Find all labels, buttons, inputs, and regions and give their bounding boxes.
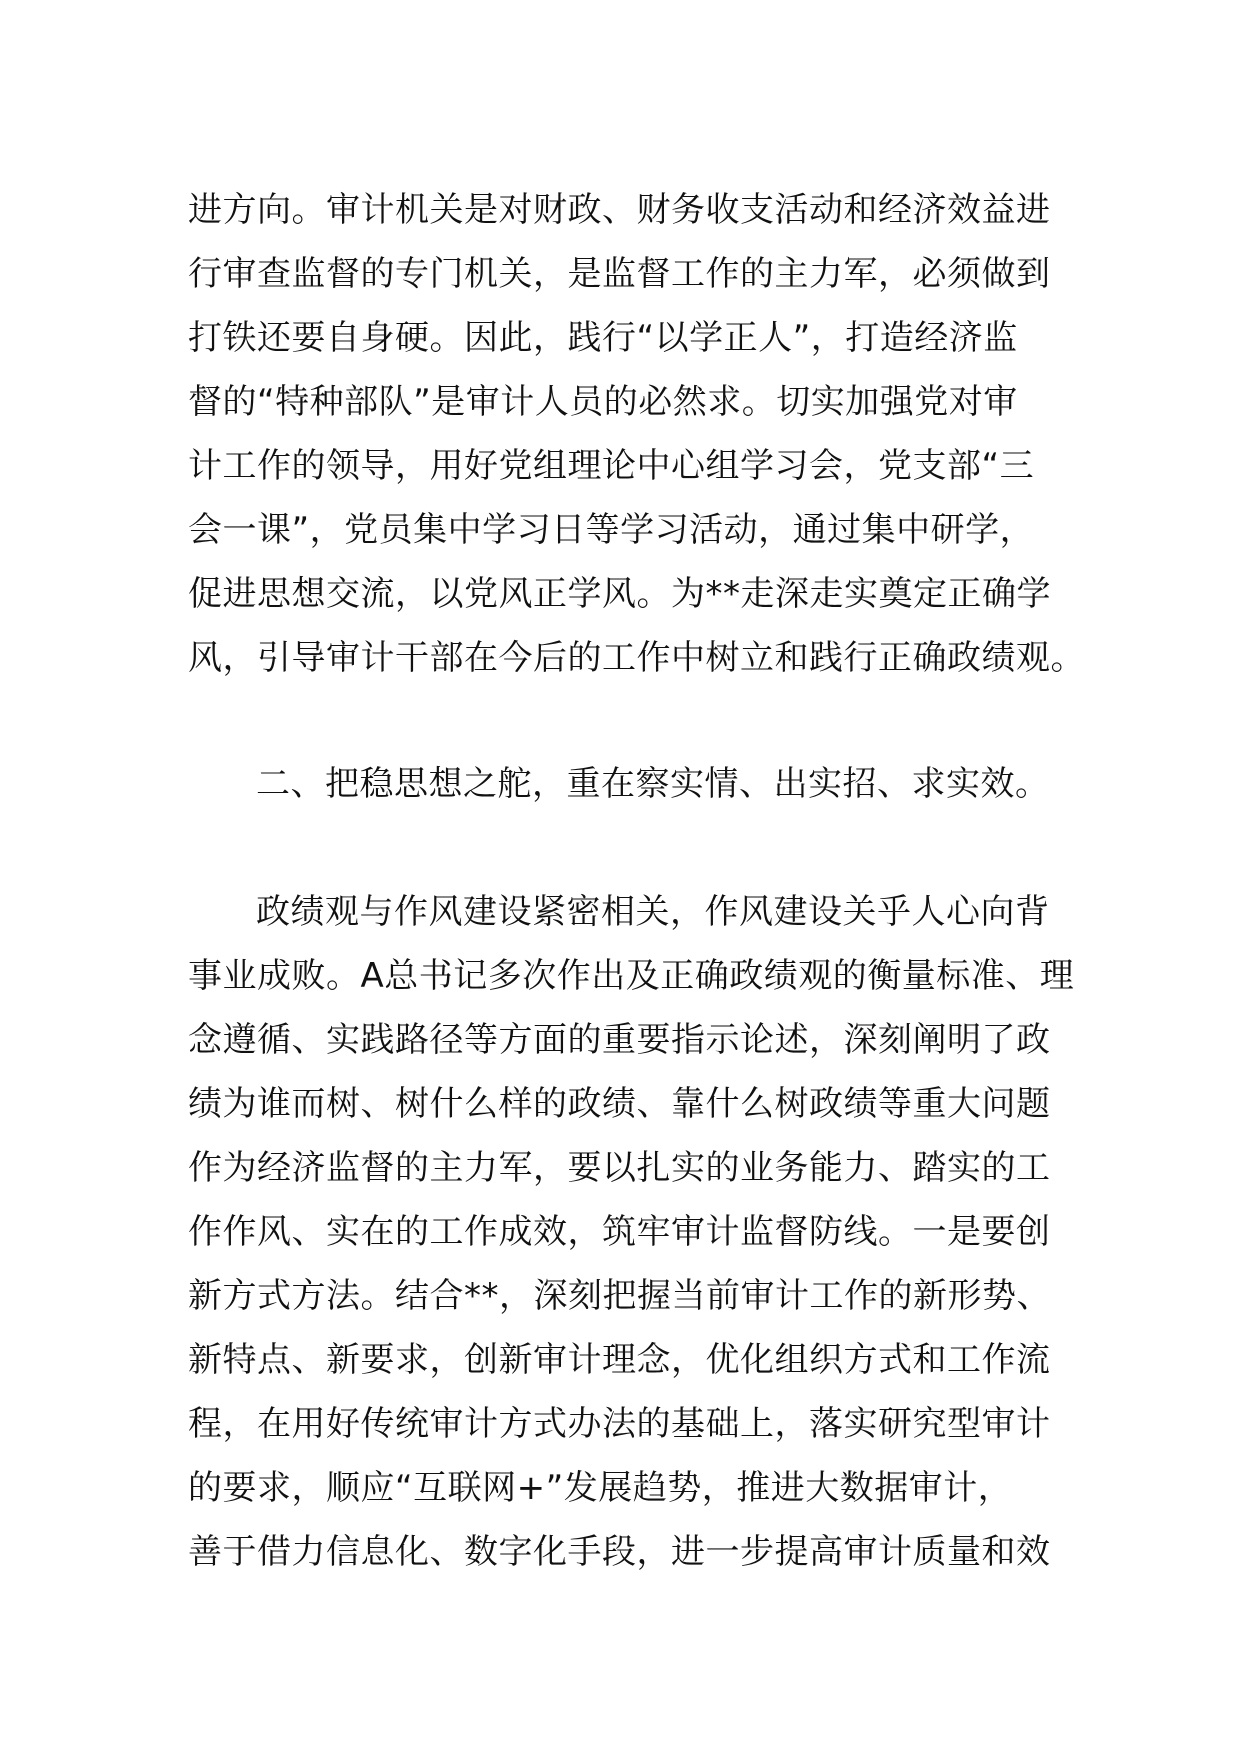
paragraph-2-line-9: 程，在用好传统审计方式办法的基础上，落实研究型审计 xyxy=(188,1404,1051,1444)
paragraph-1-line-8: 风，引导审计干部在今后的工作中树立和践行正确政绩观。 xyxy=(188,638,1085,678)
paragraph-2-line-1: 政绩观与作风建设紧密相关，作风建设关乎人心向背 xyxy=(256,892,1050,932)
paragraph-1-line-6: 会一课”，党员集中学习日等学习活动，通过集中研学， xyxy=(188,510,1035,550)
paragraph-2-line-6: 作作风、实在的工作成效，筑牢审计监督防线。一是要创 xyxy=(188,1212,1051,1252)
paragraph-2-line-7: 新方式方法。结合**，深刻把握当前审计工作的新形势、 xyxy=(188,1276,1051,1316)
paragraph-1-line-4: 督的“特种部队”是审计人员的必然求。切实加强党对审 xyxy=(188,382,1018,422)
paragraph-1-line-2: 行审查监督的专门机关，是监督工作的主力军，必须做到 xyxy=(188,254,1051,294)
paragraph-2-line-4: 绩为谁而树、树什么样的政绩、靠什么树政绩等重大问题 xyxy=(188,1084,1051,1124)
paragraph-1-line-1: 进方向。审计机关是对财政、财务收支活动和经济效益进 xyxy=(188,190,1051,230)
paragraph-1-line-7: 促进思想交流，以党风正学风。为**走深走实奠定正确学 xyxy=(188,574,1051,614)
paragraph-2-line-8: 新特点、新要求，创新审计理念，优化组织方式和工作流 xyxy=(188,1340,1051,1380)
paragraph-2-line-3: 念遵循、实践路径等方面的重要指示论述，深刻阐明了政 xyxy=(188,1020,1051,1060)
paragraph-2-line-10: 的要求，顺应“互联网+”发展趋势，推进大数据审计， xyxy=(188,1468,1013,1508)
section-heading-2: 二、把稳思想之舵，重在察实情、出实招、求实效。 xyxy=(256,764,1050,804)
paragraph-1-line-5: 计工作的领导，用好党组理论中心组学习会，党支部“三 xyxy=(188,446,1035,486)
paragraph-2-line-5: 作为经济监督的主力军，要以扎实的业务能力、踏实的工 xyxy=(188,1148,1051,1188)
paragraph-2-line-2: 事业成败。A总书记多次作出及正确政绩观的衡量标准、理 xyxy=(188,956,1075,996)
paragraph-2-line-11: 善于借力信息化、数字化手段，进一步提高审计质量和效 xyxy=(188,1532,1051,1572)
paragraph-1-line-3: 打铁还要自身硬。因此，践行“以学正人”，打造经济监 xyxy=(188,318,1018,358)
